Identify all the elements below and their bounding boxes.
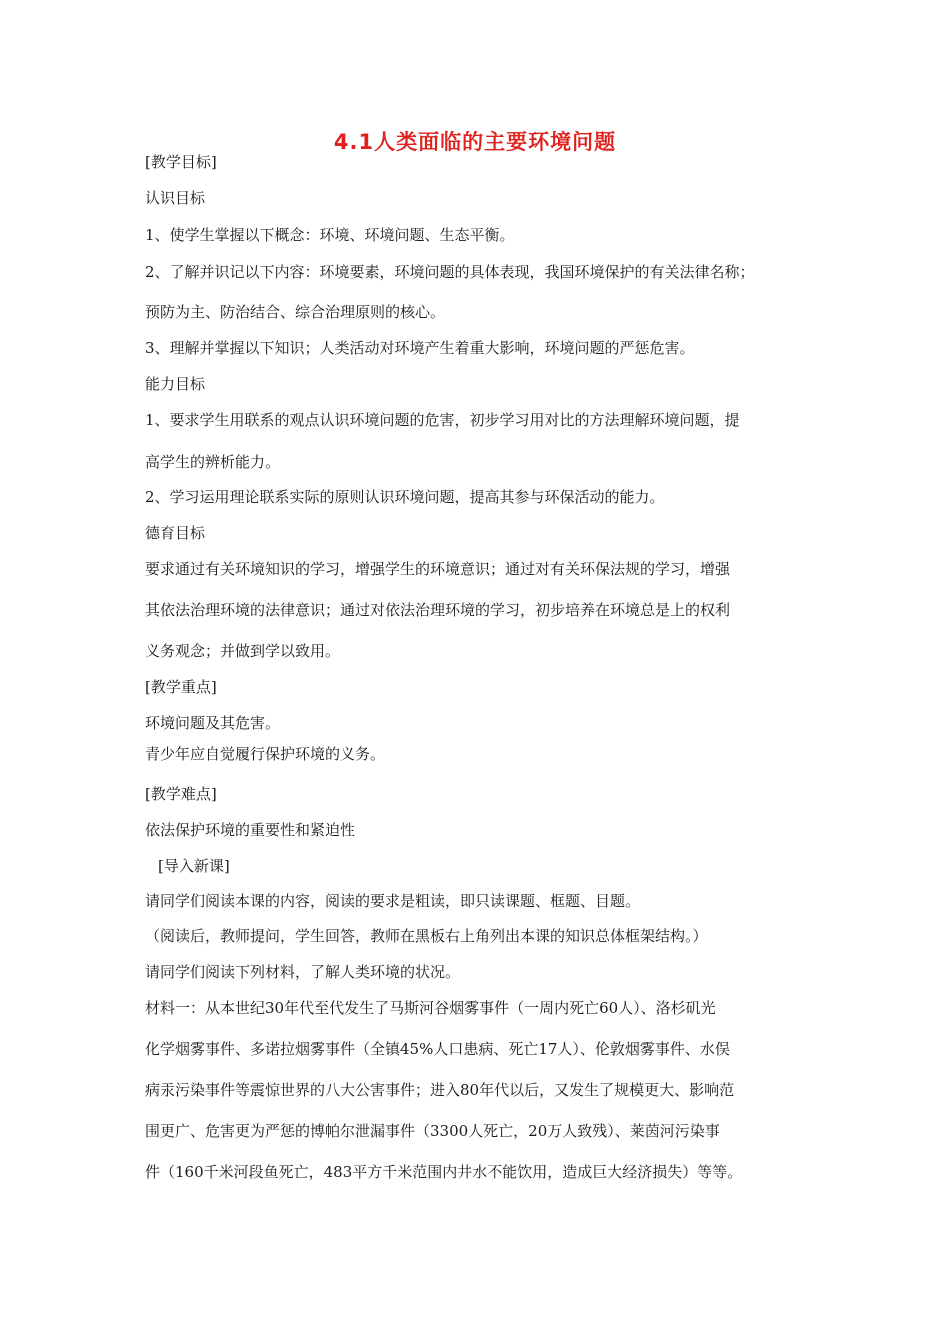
- text-line: 要求通过有关环境知识的学习，增强学生的环境意识；通过对有关环保法规的学习，增强: [145, 560, 731, 578]
- text-line: 围更广、危害更为严惩的博帕尔泄漏事件（3300人死亡，20万人致残）、莱茵河污染事: [145, 1122, 720, 1140]
- text-line: 依法保护环境的重要性和紧迫性: [145, 821, 356, 839]
- text-line: 其依法治理环境的法律意识；通过对依法治理环境的学习，初步培养在环境总是上的权利: [145, 601, 731, 619]
- section-heading-difficulties: [教学难点]: [145, 785, 217, 803]
- text-line: （阅读后，教师提问，学生回答，教师在黑板右上角列出本课的知识总体框架结构。）: [145, 927, 708, 945]
- text-line: 青少年应自觉履行保护环境的义务。: [145, 745, 386, 763]
- subheading-cognitive: 认识目标: [145, 189, 206, 207]
- document-title: 4.1人类面临的主要环境问题: [333, 130, 617, 154]
- text-line: 请同学们阅读本课的内容，阅读的要求是粗读，即只读课题、框题、目题。: [145, 892, 641, 910]
- subheading-ability: 能力目标: [145, 375, 206, 393]
- section-heading-objectives: [教学目标]: [145, 153, 217, 171]
- text-line: 1、要求学生用联系的观点认识环境问题的危害，初步学习用对比的方法理解环境问题，提: [145, 411, 740, 429]
- section-heading-key-points: [教学重点]: [145, 678, 217, 696]
- text-line: 2、了解并识记以下内容：环境要素，环境问题的具体表现，我国环境保护的有关法律名称；: [145, 263, 755, 281]
- text-line: 高学生的辨析能力。: [145, 453, 281, 471]
- text-line: 化学烟雾事件、多诺拉烟雾事件（全镇45%人口患病、死亡17人）、伦敦烟雾事件、水俣: [145, 1040, 730, 1058]
- text-line: 义务观念；并做到学以致用。: [145, 642, 341, 660]
- section-heading-introduction: [导入新课]: [158, 857, 230, 875]
- text-line: 环境问题及其危害。: [145, 714, 281, 732]
- text-line: 件（160千米河段鱼死亡，483平方千米范围内井水不能饮用，造成巨大经济损失）等等。: [145, 1163, 743, 1181]
- subheading-moral: 德育目标: [145, 524, 206, 542]
- text-line: 3、理解并掌握以下知识；人类活动对环境产生着重大影响，环境问题的严惩危害。: [145, 339, 695, 357]
- text-line: 病汞污染事件等震惊世界的八大公害事件；进入80年代以后，又发生了规模更大、影响范: [145, 1081, 735, 1099]
- text-line: 材料一：从本世纪30年代至代发生了马斯河谷烟雾事件（一周内死亡60人）、洛杉矶光: [145, 999, 716, 1017]
- text-line: 请同学们阅读下列材料，了解人类环境的状况。: [145, 963, 461, 981]
- text-line: 预防为主、防治结合、综合治理原则的核心。: [145, 303, 446, 321]
- text-line: 2、学习运用理论联系实际的原则认识环境问题，提高其参与环保活动的能力。: [145, 488, 665, 506]
- text-line: 1、使学生掌握以下概念：环境、环境问题、生态平衡。: [145, 226, 515, 244]
